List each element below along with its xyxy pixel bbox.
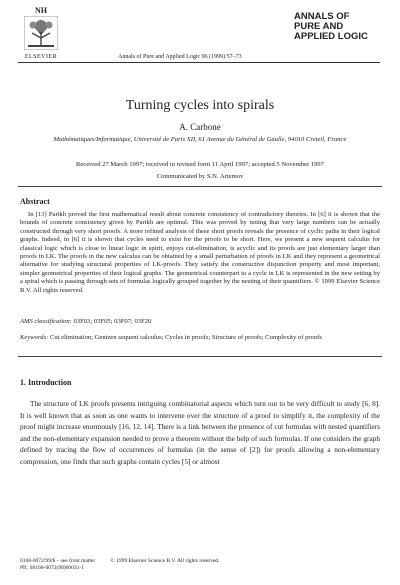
ams-classification [20,318,380,325]
journal-reference: Annals of Pure and Applied Logic 96 (1999) 57–73 [118,54,242,60]
brand-line: APPLIED LOGIC [294,31,368,42]
communicated-by: Communicated by S.N. Artemov [156,173,244,180]
brand-line: PURE AND [294,21,344,32]
ams-label: AMS classification: [20,318,72,325]
received-dates: Received 27 March 1997; received in revised form 11 April 1997; accepted 5 November 1997 [75,161,325,168]
divider [18,356,382,357]
ams-codes: 03F03; 03F05; 03F07; 03F20 [73,318,152,325]
author-affiliation: Mathématiques/Informatique, Université de Paris XII, 61 Avenue du Général de Gaulle, 94010 Creteil, France [53,136,347,143]
elsevier-tree-icon [24,16,58,50]
introduction-text: The structure of LK proofs presents intriguing combinatorial aspects which turn out to be very difficult to study [6, 8]. It is well known that as soon as one wants to intervene over the structure of a proof to simplify it, the complexity of the proof might increase enormously [16, 12, 14]. There is a link between the presence of cut formulas with nested quantifiers and the non-elementary expansion needed to prove a theorem without the help of such formulas. If one considers the graph defined by tracing the flow of occurrences of formulas (in the sense of [2]) for proofs allowing a non-elementary compression, one finds that such graphs contain cycles [5] or almost [20,399,380,466]
publisher-mark: NH [35,6,47,15]
publisher-name: ELSEVIER [24,54,58,60]
pii-note: PII: S0168-0072(98)00031-1 [20,565,85,571]
abstract-heading: Abstract [20,197,50,206]
copyright-note: © 1999 Elsevier Science B.V. All rights reserved. [110,558,220,564]
header-rule [18,62,380,63]
footer-line [20,558,380,565]
issn-note: 0168-0072/99/$ – see front matter [20,558,96,564]
brand-line: ANNALS OF [294,11,350,22]
keywords [20,334,380,342]
section-heading: 1. Introduction [20,378,72,387]
keywords-list: Cut elimination; Gentzen sequent calculus; Cycles in proofs; Structure of proofs; Complexity of proofs [49,334,322,341]
keywords-label: Keywords: [20,334,49,341]
article-title: Turning cycles into spirals [125,98,275,113]
article-author: A. Carbone [179,122,221,132]
journal-brand [294,12,380,42]
abstract-text: In [13] Parikh proved the first mathematical result about concrete consistency of contradictory theories. In [6] it is shown that the bounds of concrete consistency given by Parikh are optimal. This was proved by noting that very large numbers can be actually constructed through very short proofs. A more refined analysis of these short proofs reveals the presence of cyclic paths in their logical graphs. Indeed, in [6] it is shown that cycles need to exist for the proofs to be short. Here, we present a new sequent calculus for classical logic which is close to linear logic in spirit, enjoys cut-elimination, is acyclic and its proofs are just elementary larger than proofs in LK. The proofs in the new calculus can be obtained by a small perturbation of proofs in LK and they represent a geometrical alternative for studying structural properties of LK-proofs. They satisfy the constructive disjunction property and most important, simpler geometrical properties of their logical graphs. The geometrical counterpart to a cycle in LK is represented in the new setting by a spiral which is passing through sets of formulas logically grouped together by the nesting of their quantifiers. © 1999 Elsevier Science B.V. All rights reserved. [20,211,380,294]
divider [18,186,382,187]
publisher-logo [18,6,64,62]
page-footer [20,558,380,572]
